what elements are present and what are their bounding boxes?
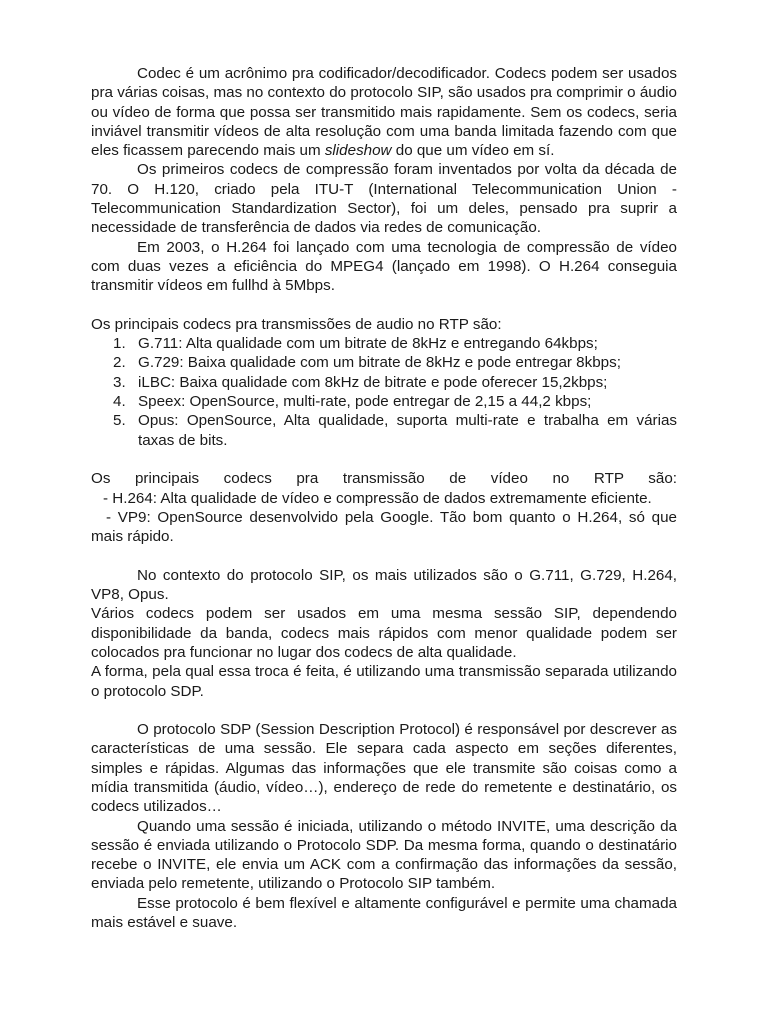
paragraph-conclusion: Esse protocolo é bem flexível e altamente configurável e permite uma chamada mais estável e suave. [91,894,677,932]
video-codec-h264: - H.264: Alta qualidade de vídeo e compressão de dados extremamente eficiente. [103,489,652,507]
slideshow-italic: slideshow [324,142,392,160]
list-item-number: 2. [113,354,126,372]
paragraph-sdp-exchange: A forma, pela qual essa troca é feita, é utilizando uma transmissão separada utilizando o protocolo SDP. [91,663,677,700]
list-item-text: Opus: OpenSource, Alta qualidade, suporta multi-rate e trabalha em várias taxas de bits. [138,412,677,449]
blank-line [91,450,677,469]
list-item [91,392,677,411]
paragraph-sdp-description: O protocolo SDP (Session Description Protocol) é responsável por descrever as características de uma sessão. Ele separa cada aspecto em seções diferentes, simples e rápidas. Algumas das informações que ele transmite são coisas como a mídia transmitida (áudio, vídeo…), endereço de rede do remetente e destinatário, os codecs utilizados… [91,721,677,816]
paragraph-multiple-codecs: Vários codecs podem ser usados em uma mesma sessão SIP, dependendo disponibilidade da banda, codecs mais rápidos com menor qualidade podem ser colocados pra funcionar no lugar dos codecs de alta qualidade. [91,605,677,661]
list-item-text: G.711: Alta qualidade com um bitrate de 8kHz e entregando 64kbps; [138,335,598,353]
video-codecs-heading: Os principais codecs pra transmissão de vídeo no RTP são: [91,470,677,488]
list-item-text: iLBC: Baixa qualidade com 8kHz de bitrate e pode oferecer 15,2kbps; [138,373,608,391]
blank-line [91,296,677,315]
list-item [91,334,677,353]
blank-line [91,701,677,720]
list-item-number: 1. [113,335,126,353]
audio-codecs-list [91,334,677,450]
list-item-number: 3. [113,373,126,391]
list-item-number: 4. [113,393,126,411]
list-item [91,373,677,392]
list-item-number: 5. [113,412,126,430]
audio-codecs-heading: Os principais codecs pra transmissões de audio no RTP são: [91,315,502,333]
list-item-text: G.729: Baixa qualidade com um bitrate de 8kHz e pode entregar 8kbps; [138,354,621,372]
paragraph-invite: Quando uma sessão é iniciada, utilizando o método INVITE, uma descrição da sessão é enviada utilizando o Protocolo SDP. Da mesma forma, quando o destinatário recebe o INVITE, ele envia um ACK com a confirmação das informações da sessão, enviada pelo remetente, utilizando o Protocolo SIP também. [91,817,677,893]
paragraph-codec-definition [91,64,677,160]
list-item [91,411,677,450]
paragraph-history: Os primeiros codecs de compressão foram inventados por volta da década de 70. O H.120, criado pela ITU-T (International Telecommunication Union - Telecommunication Standardization Sector), foi um deles, pensado pra suprir a necessidade de transferência de dados via redes de comunicação. [91,161,677,237]
paragraph-codec-definition-text: Codec é um acrônimo pra codificador/decodificador. Codecs podem ser usados pra várias coisas, mas no contexto do protocolo SIP, são usados pra comprimir o áudio ou vídeo de forma que possa ser transmitido mais rapidamente. Sem os codecs, seria inviável transmitir vídeos de alta resolução com uma banda limitada fazendo com que eles ficassem parecendo mais um [91,65,677,160]
list-item [91,353,677,372]
video-codec-vp9: - VP9: OpenSource desenvolvido pela Google. Tão bom quanto o H.264, só que mais rápido. [91,508,677,546]
list-item-text: Speex: OpenSource, multi-rate, pode entregar de 2,15 a 44,2 kbps; [138,393,592,411]
blank-line [91,546,677,565]
paragraph-most-used: No contexto do protocolo SIP, os mais utilizados são o G.711, G.729, H.264, VP8, Opus. [91,566,677,604]
paragraph-codec-definition-end: do que um vídeo em sí. [391,142,555,160]
document-page [91,64,677,932]
paragraph-h264: Em 2003, o H.264 foi lançado com uma tecnologia de compressão de vídeo com duas vezes a eficiência do MPEG4 (lançado em 1998). O H.264 conseguia transmitir vídeos em fullhd à 5Mbps. [91,238,677,295]
